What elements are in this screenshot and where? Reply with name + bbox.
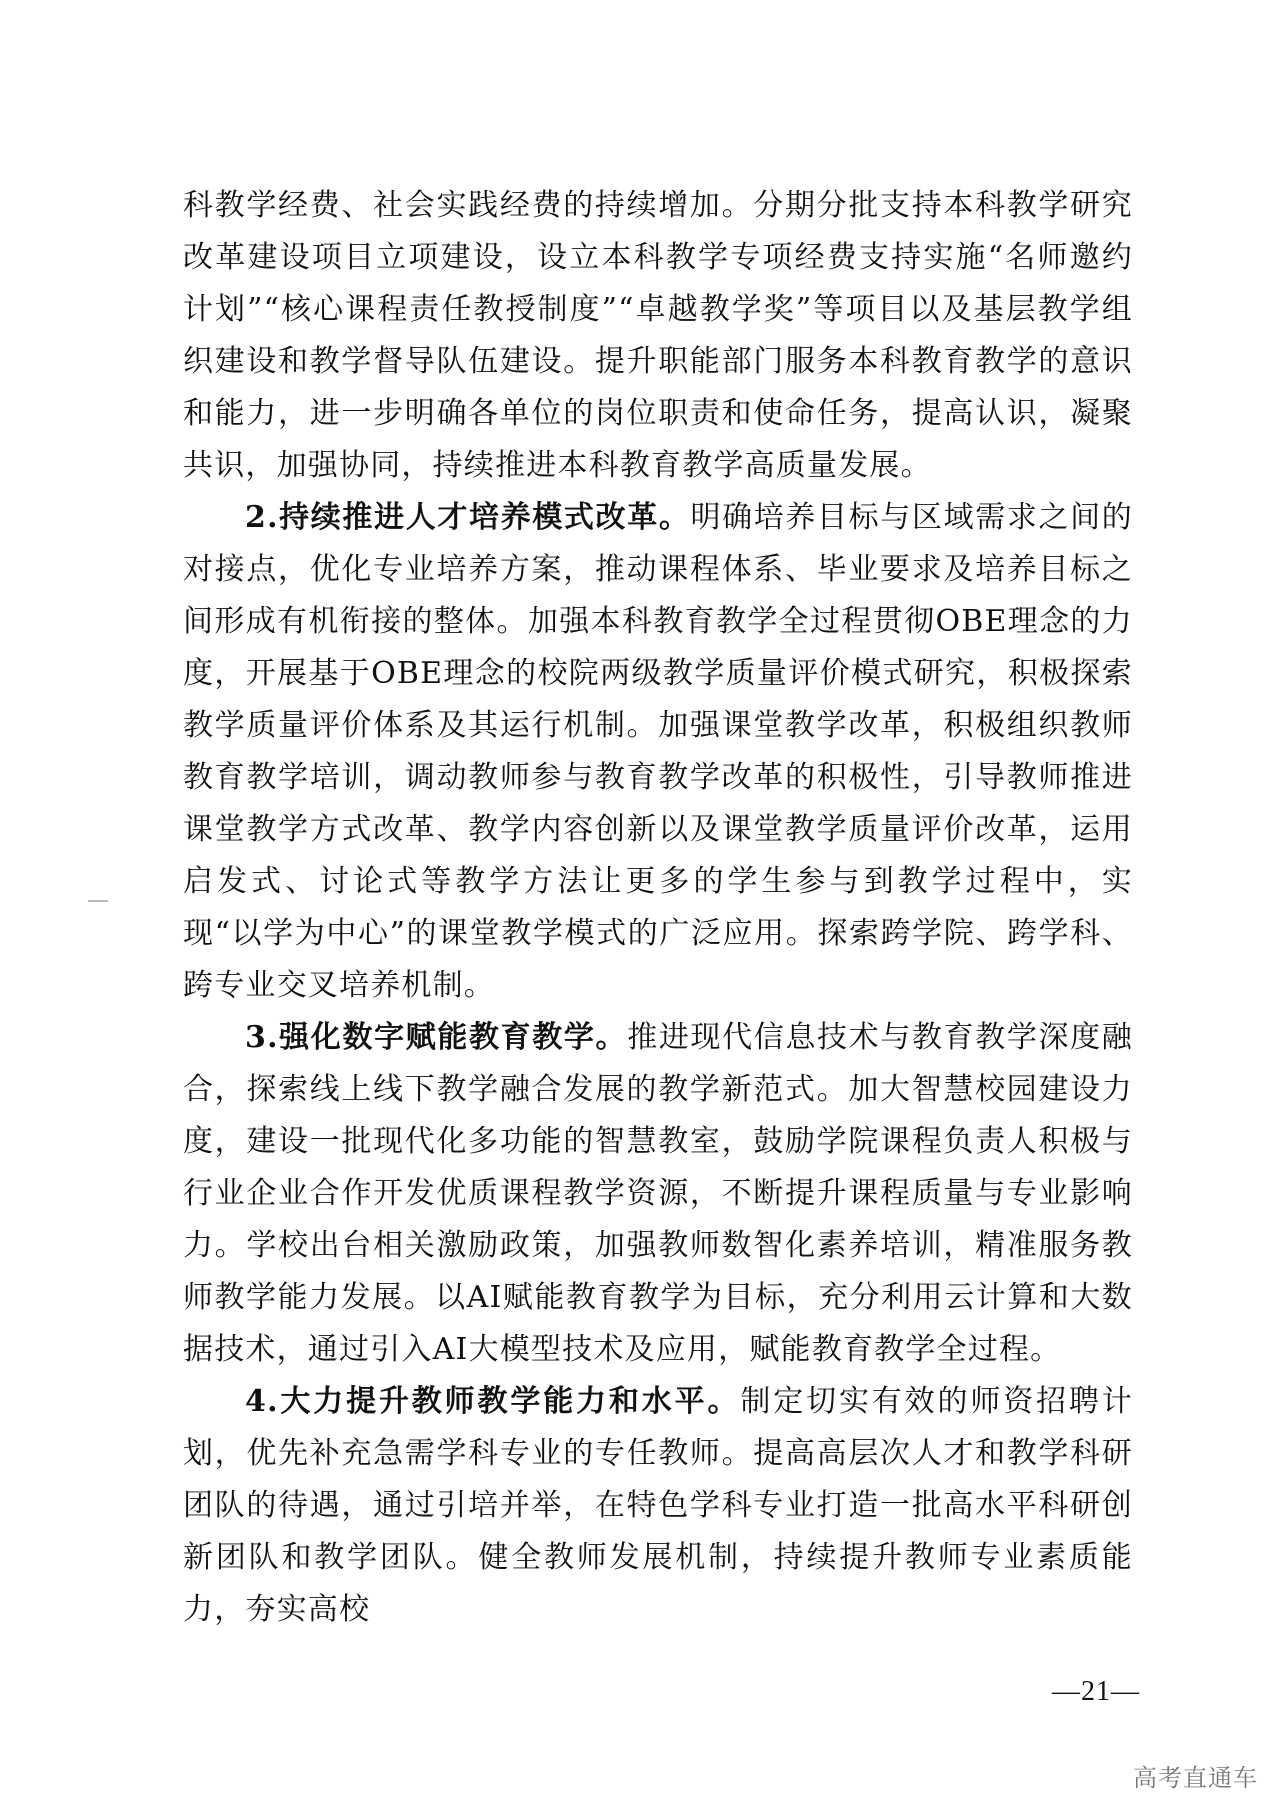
- paragraph-text: 明确培养目标与区域需求之间的对接点，优化专业培养方案，推动课程体系、毕业要求及培养目标之间形成有机衔接的整体。加强本科教育教学全过程贯彻OBE理念的力度，开展基于OBE理念的校院两级教学质量评价模式研究，积极探索教学质量评价体系及其运行机制。加强课堂教学改革，积极组织教师教育教学培训，调动教师参与教育教学改革的积极性，引导教师推进课堂教学方式改革、教学内容创新以及课堂教学质量评价改革，运用启发式、讨论式等教学方法让更多的学生参与到教学过程中，实现“以学为中心”的课堂教学模式的广泛应用。探索跨学院、跨学科、跨专业交叉培养机制。: [183, 500, 1133, 1003]
- paragraph-continuation: [183, 180, 1133, 492]
- paragraph-digital-empowerment: [183, 1012, 1133, 1376]
- page-number: —21—: [1052, 1676, 1140, 1707]
- paragraph-teacher-ability: [183, 1376, 1133, 1636]
- body-text: [183, 180, 1133, 1636]
- paragraph-text: 推进现代信息技术与教育教学深度融合，探索线上线下教学融合发展的教学新范式。加大智慧校园建设力度，建设一批现代化多功能的智慧教室，鼓励学院课程负责人积极与行业企业合作开发优质课程教学资源，不断提升课程质量与专业影响力。学校出台相关激励政策，加强教师数智化素养培训，精准服务教师教学能力发展。以AI赋能教育教学为目标，充分利用云计算和大数据技术，通过引入AI大模型技术及应用，赋能教育教学全过程。: [183, 1020, 1133, 1367]
- paragraph-heading: 2.持续推进人才培养模式改革。: [245, 500, 691, 535]
- watermark-text: 高考直通车: [1133, 1764, 1258, 1792]
- paragraph-text: 制定切实有效的师资招聘计划，优先补充急需学科专业的专任教师。提高高层次人才和教学科研团队的待遇，通过引培并举，在特色学科专业打造一批高水平科研创新团队和教学团队。健全教师发展机制，持续提升教师专业素质能力，夯实高校: [183, 1384, 1133, 1627]
- paragraph-heading: 4.大力提升教师教学能力和水平。: [245, 1384, 741, 1419]
- paragraph-heading: 3.强化数字赋能教育教学。: [245, 1020, 628, 1055]
- paragraph-text: 科教学经费、社会实践经费的持续增加。分期分批支持本科教学研究改革建设项目立项建设，设立本科教学专项经费支持实施“名师邀约计划”“核心课程责任教授制度”“卓越教学奖”等项目以及基层教学组织建设和教学督导队伍建设。提升职能部门服务本科教育教学的意识和能力，进一步明确各单位的岗位职责和使命任务，提高认识，凝聚共识，加强协同，持续推进本科教育教学高质量发展。: [183, 188, 1133, 483]
- paragraph-talent-cultivation: [183, 492, 1133, 1012]
- margin-mark: [88, 900, 108, 902]
